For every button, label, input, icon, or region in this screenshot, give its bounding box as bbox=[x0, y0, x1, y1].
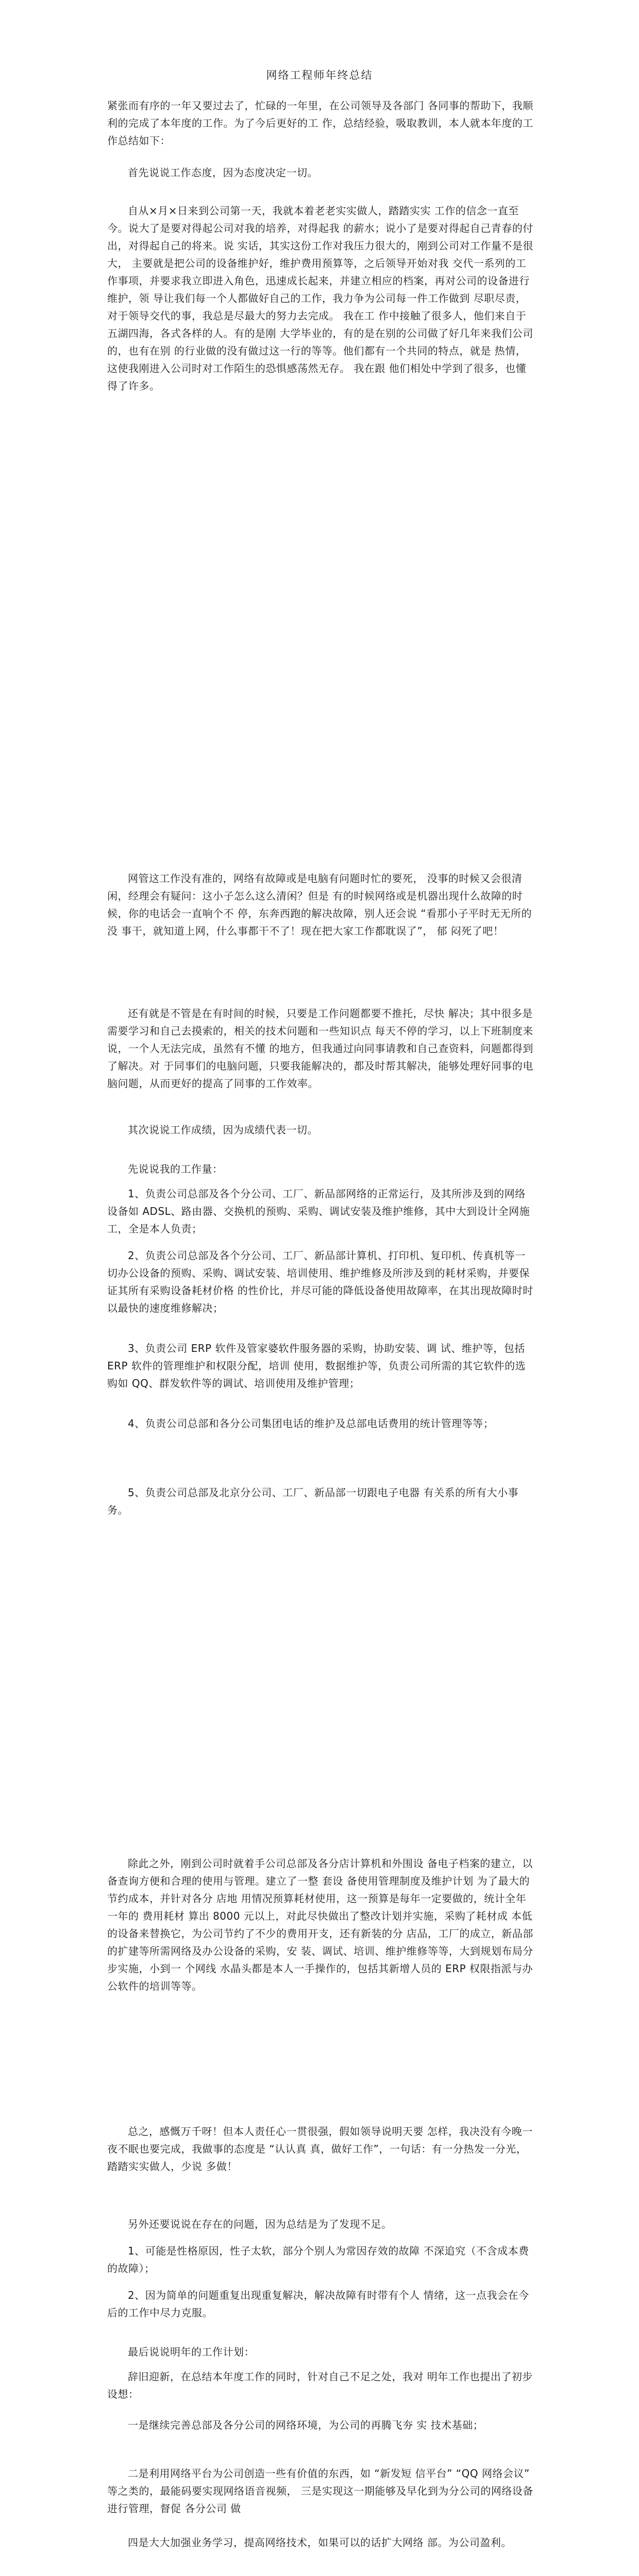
paragraph-records: 除此之外，刚到公司时就着手公司总部及各分店计算机和外围设 备电子档案的建立，以备查询方便和合理的使用与管理。建立了一整 套设 备使用管理制度及维护计划 为了最大的节约成本，并针对各分 店地 用情况预算耗材使用，这一预算是每年一定要做的，统计全年一年的 费用耗材 算出 8000 元以上，对此尽快做出了整改计划并实施，采购了耗材成 本低的设备来替换它，为公司节约了不少的费用开支，还有新装的分 店品，工厂的成立，新品部的扩建等所需网络及办公设备的采购，安 装、调试、培训、维护维修等等，大到规划布局分步实施，小到一 个网线 水晶头都是本人一手操作的，包括其新增人员的 ERP 权限指派与办公软件的培训等等。 bbox=[107, 1857, 533, 1992]
plan-item-3: 四是大大加强业务学习，提高网络技术，如果可以的话扩大网络 部。为公司盈利。 bbox=[128, 2536, 512, 2549]
paragraph-workload-heading: 先说说我的工作量： bbox=[128, 1163, 223, 1175]
list-item-erp: 3、负责公司 ERP 软件及管家婆软件服务器的采购，协助安装、调 试、维护等，包括 ERP 软件的管理维护和权限分配，培训 使用，数据维护等，负责公司所需的其它软件的选购如 QQ、群发软件等的调试、培训使用及维护管理； bbox=[107, 1342, 526, 1389]
plan-item-1: 一是继续完善总部及各分公司的网络环境，为公司的再腾飞夯 实 技术基础； bbox=[128, 2419, 484, 2431]
paragraph-summary: 总之，感慨万千呀！但本人责任心一贯很强，假如领导说明天要 怎样，我决没有今晚一夜不眠也要完成，我做事的态度是 “认认真 真，做好工作”，一句话：有一分热发一分光，踏踏实实做人，少说 多做！ bbox=[107, 2125, 533, 2173]
list-item-network: 1、负责公司总部及各个分公司、工厂、新品部网络的正常运行，及其所涉及到的网络设备如 ADSL、路由器、交换机的预购、采购、调试安装及维护维修，其中大到设计全网施工，全是本人负责； bbox=[107, 1188, 530, 1235]
paragraph-attitude-heading: 首先说说工作态度，因为态度决定一切。 bbox=[128, 166, 318, 179]
paragraph-results-heading: 其次说说工作成绩，因为成绩代表一切。 bbox=[128, 1124, 318, 1136]
problem-item-2: 2、因为简单的问题重复出现重复解决，解决故障有时带有个人 情绪，这一点我会在今后的工作中尽力克服。 bbox=[107, 2289, 529, 2319]
paragraph-attitude-body: 自从×月×日来到公司第一天，我就本着老老实实做人，踏踏实实 工作的信念一直至今。说大了是要对得起公司对我的培养，对得起我 的薪水；说小了是要对得起自己青春的付出，对得起自己的将来。说 实话，其实这份工作对我压力很大的，刚到公司对工作量不是很大， 主要就是把公司的设备维护好，维护费用预算等，之后领导开始对我 交代一系列的工作事项，并要求我立即进入角色，迅速成长起来，并建立相应的档案，再对公司的设备进行维护，领 导让我们每一个人都做好自己的工作，我力争为公司每一件工作做到 尽职尽责，对于领导交代的事，我总是尽最大的努力去完成。 我在工 作中接触了很多人，他们来自于五湖四海，各式各样的人。有的是刚 大学毕业的，有的是在别的公司做了好几年来我们公司的，也有在别 的行业做的没有做过这一行的等等。他们都有一个共同的特点，就是 热情，这使我刚进入公司时对工作陌生的恐惧感荡然无存。 我在跟 他们相处中学到了很多，也懂得了许多。 bbox=[107, 205, 533, 392]
list-item-office-equipment: 2、负责公司总部及各个分公司、工厂、新品部计算机、打印机、复印机、传真机等一切办公设备的预购、采购、调试安装、培训使用、维护维修及所涉及到的耗材采购，并要保证其所有采购设备耗材价格 的性价比，并尽可能的降低设备使用故障率，在其出现故障时时 以最快的速度维修解决； bbox=[107, 1249, 533, 1314]
list-item-phone: 4、负责公司总部和各分公司集团电话的维护及总部电话费用的统计管理等等； bbox=[128, 1417, 494, 1430]
document-title: 网络工程师年终总结 bbox=[266, 69, 373, 81]
list-item-electrical: 5、负责公司总部及北京分公司、工厂、新品部一切跟电子电器 有关系的所有大小事务。 bbox=[107, 1486, 519, 1516]
paragraph-plan-intro: 辞旧迎新，在总结本年度工作的同时，针对自己不足之处，我对 明年工作也提出了初步设想： bbox=[107, 2370, 533, 2400]
paragraph-netadmin: 网管这工作没有准的，网络有故障或是电脑有问题时忙的要死， 没事的时候又会很清闲，经理会有疑问：这小子怎么这么清闲？但是 有的时候网络或是机器出现什么故障的时候，你的电话会一直响个不 停，东奔西跑的解决故障，别人还会说 “看那小子平时无无所的没 事干，就知道上网，什么事都干不了！现在把大家工作都耽误了”， 郁 闷死了吧！ bbox=[107, 872, 532, 937]
paragraph-intro: 紧张而有序的一年又要过去了，忙碌的一年里，在公司领导及各部门 各同事的帮助下，我顺利的完成了本年度的工作。为了今后更好的工 作，总结经验，吸取教训，本人就本年度的工作总结如下： bbox=[107, 99, 533, 147]
problem-item-1: 1、可能是性格原因，性子太软，部分个别人为常因存效的故障 不深追究（不含成本费的故障）； bbox=[107, 2245, 529, 2275]
paragraph-problems-heading: 另外还要说说在存在的问题，因为总结是为了发现不足。 bbox=[128, 2218, 392, 2230]
plan-item-2: 二是利用网络平台为公司创造一些有价值的东西，如 “新发短 信平台” “QQ 网络会议” 等之类的，最能码要实现网络语音视频， 三是实现这一期能够及早化到为分公司的网络设备进行管理，督促 各分公司 做 bbox=[107, 2467, 533, 2515]
paragraph-plan-heading: 最后说说明年的工作计划： bbox=[128, 2346, 255, 2358]
paragraph-problem-solving: 还有就是不管是在有时间的时候，只要是工作问题都要不推托，尽快 解决；其中很多是需要学习和自己去摸索的，相关的技术问题和一些知识点 每天不停的学习，以上下班制度来说，一个人无法完成，虽然有不懂 的地方，但我通过向同事请教和自己查资料，问题都得到了解决。对 于同事们的电脑问题，只要我能解决的，都及时帮其解决，能够处理好同事的电脑问题，从而更好的提高了同事的工作效率。 bbox=[107, 1007, 533, 1090]
